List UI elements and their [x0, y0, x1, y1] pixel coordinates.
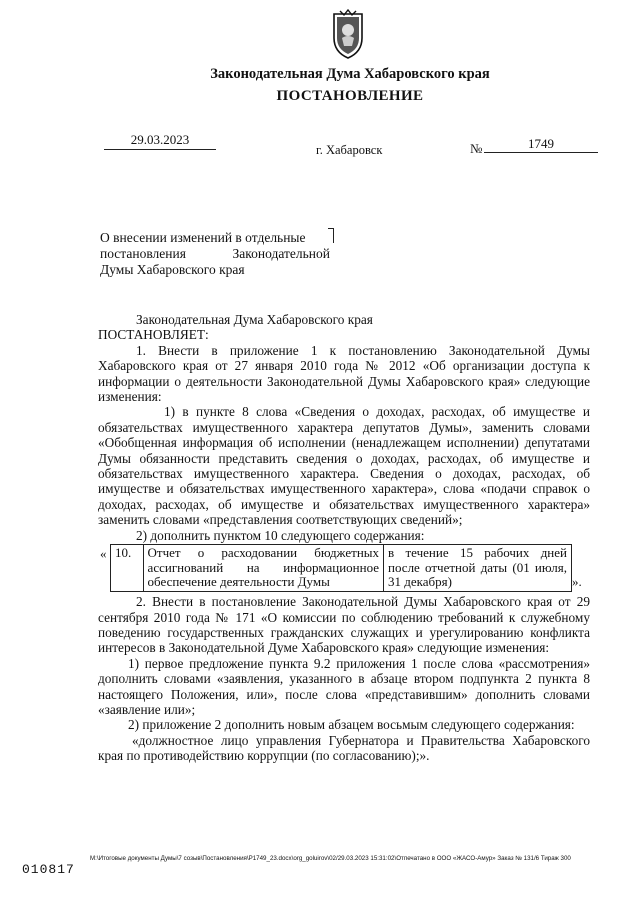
inserted-table	[110, 544, 572, 592]
quote-close: ».	[572, 574, 582, 590]
paragraph-2-item-3: «должностное лицо управления Губернатора и Правительства Хабаровского края по противодействию коррупции (по согласованию);».	[98, 732, 590, 764]
document-city: г. Хабаровск	[316, 143, 383, 157]
paragraph-2-item-2: 2) приложение 2 дополнить новым абзацем восьмым следующего содержания:	[128, 717, 575, 733]
table-cell-period: в течение 15 рабочих дней после отчетной даты (01 июля, 31 декабря)	[384, 545, 572, 592]
subject-line-2: постановления Законодательной	[100, 246, 330, 261]
paragraph-1: 1. Внести в приложение 1 к постановлению Законодательной Думы Хабаровского края от 27 января 2010 года № 2012 «Об организации доступа к информации о деятельности Законодательной Думы Хабаровского края» следующие изменения:	[98, 342, 590, 405]
paragraph-1-item-2: 2) дополнить пунктом 10 следующего содержания:	[136, 527, 425, 543]
paragraph-2: 2. Внести в постановление Законодательной Думы Хабаровского края от 29 сентября 2010 года № 171 «О комиссии по соблюдению требований к служебному поведению государственных гражданских служащих и урегулированию конфликта интересов в Законодательной Думе Хабаровского края» следующие изменения:	[98, 594, 590, 656]
intro-line: Законодательная Дума Хабаровского края	[136, 312, 373, 327]
table-cell-number: 10.	[111, 545, 144, 592]
resolve-keyword: ПОСТАНОВЛЯЕТ:	[98, 327, 209, 343]
subject-line-1: О внесении изменений в отдельные	[100, 230, 306, 245]
document-subject	[100, 230, 330, 278]
document-number: 1749	[484, 136, 598, 153]
subject-corner-mark	[328, 228, 334, 243]
inserted-table-block	[98, 544, 590, 592]
print-footer: М:\Итоговые документы Думы\7 созыв\Постановления\P1749_23.docx\org_goluirov\02/29.03.2023 15:31:02\Отпечатано в ООО «ЖАСО-Амур» Заказ № 131/6 Тираж 300	[90, 855, 571, 862]
document-date: 29.03.2023	[104, 132, 216, 150]
coat-of-arms-icon	[328, 8, 368, 60]
organization-title: Законодательная Дума Хабаровского края	[210, 66, 490, 82]
paragraph-2-item-1: 1) первое предложение пункта 9.2 приложения 1 после слова «рассмотрения» дополнить словами «заявления, указанного в абзаце втором подпункта 2 пункта 8 настоящего Положения, или», после слова «представившим» дополнить словами «заявление или»;	[98, 655, 590, 717]
registration-number: 010817	[22, 862, 75, 877]
number-label: №	[470, 141, 483, 156]
quote-open: «	[100, 546, 107, 562]
subject-line-3: Думы Хабаровского края	[100, 262, 245, 277]
document-body	[98, 312, 590, 764]
paragraph-1-item-1: 1) в пункте 8 слова «Сведения о доходах, расходах, об имуществе и обязательствах имущественного характера депутатов Думы», заменить словами «Обобщенная информация об исполнении (ненадлежащем исполнении) депутатами Думы обязанности представить сведения о доходах, расходах, об имуществе и обязательствах имущественного характера. Сведения о доходах, расходах, об имуществе и обязательствах имущественного характера», слова «подачи справок о доходах, расходах, об имуществе и обязательствах имущественного характера» заменить словами «представления соответствующих сведений»;	[98, 404, 590, 528]
table-row	[111, 545, 572, 592]
table-cell-item: Отчет о расходовании бюджетных ассигнований на информационное обеспечение деятельности Думы	[143, 545, 383, 592]
document-type: ПОСТАНОВЛЕНИЕ	[276, 88, 424, 104]
